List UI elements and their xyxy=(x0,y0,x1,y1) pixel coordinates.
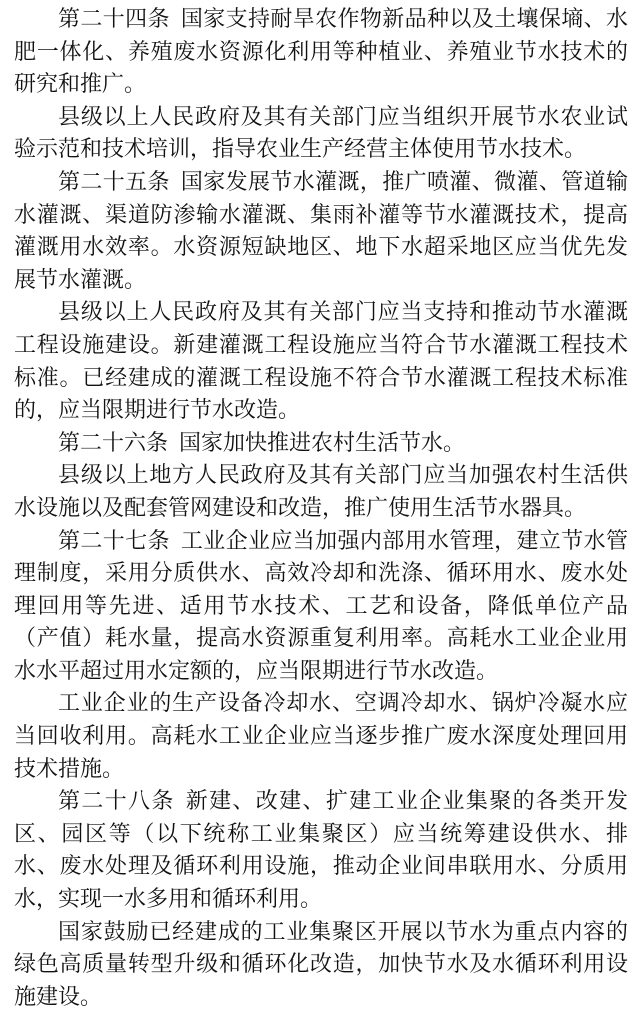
article-number: 第二十四条 xyxy=(58,7,170,32)
paragraph-text: 县级以上人民政府及其有关部门应当组织开展节水农业试验示范和技术培训，指导农业生产经营主体使用节水技术。 xyxy=(14,104,628,163)
article-28-clause-2 xyxy=(14,917,628,1014)
article-25-clause-2 xyxy=(14,297,628,427)
paragraph-text: 国家发展节水灌溉，推广喷灌、微灌、管道输水灌溉、渠道防渗输水灌溉、集雨补灌等节水灌溉技术，提高灌溉用水效率。水资源短缺地区、地下水超采地区应当优先发展节水灌溉。 xyxy=(14,169,628,293)
article-26-clause-2 xyxy=(14,460,628,525)
paragraph-text: 县级以上地方人民政府及其有关部门应当加强农村生活供水设施以及配套管网建设和改造，推广使用生活节水器具。 xyxy=(14,463,628,521)
article-27-paragraph xyxy=(14,526,628,689)
article-number: 第二十六条 xyxy=(58,430,169,456)
article-number: 第二十五条 xyxy=(58,169,170,195)
paragraph-text: 县级以上人民政府及其有关部门应当支持和推动节水灌溉工程设施建设。新建灌溉工程设施应当符合节水灌溉工程技术标准。已经建成的灌溉工程设施不符合节水灌溉工程技术标准的，应当限期进行节水改造。 xyxy=(14,300,628,424)
article-27-clause-2 xyxy=(14,688,628,786)
paragraph-text: 工业企业应当加强内部用水管理，建立节水管理制度，采用分质供水、高效冷却和洗涤、循环用水、废水处理回用等先进、适用节水技术、工艺和设备，降低单位产品（产值）耗水量，提高水资源重复利用率。高耗水工业企业用水水平超过用水定额的，应当限期进行节水改造。 xyxy=(14,528,628,684)
paragraph-text: 国家加快推进农村生活节水。 xyxy=(179,430,466,456)
article-24-paragraph xyxy=(14,4,628,102)
paragraph-text: 国家鼓励已经建成的工业集聚区开展以节水为重点内容的绿色高质量转型升级和循环化改造，加快节水及水循环利用设施建设。 xyxy=(14,919,628,1010)
article-28-paragraph xyxy=(14,786,628,916)
paragraph-text: 国家支持耐旱农作物新品种以及土壤保墒、水肥一体化、养殖废水资源化利用等种植业、养殖业节水技术的研究和推广。 xyxy=(14,7,628,98)
article-24-clause-2 xyxy=(14,102,628,167)
paragraph-text: 新建、改建、扩建工业企业集聚的各类开发区、园区等（以下统称工业集聚区）应当统筹建设供水、排水、废水处理及循环利用设施，推动企业间串联用水、分质用水，实现一水多用和循环利用。 xyxy=(14,789,628,913)
article-26-paragraph xyxy=(14,428,628,461)
article-number: 第二十八条 xyxy=(58,789,175,815)
paragraph-text: 工业企业的生产设备冷却水、空调冷却水、锅炉冷凝水应当回收利用。高耗水工业企业应当逐步推广废水深度处理回用技术措施。 xyxy=(14,691,628,782)
article-number: 第二十七条 xyxy=(58,528,170,554)
article-25-paragraph xyxy=(14,167,628,297)
